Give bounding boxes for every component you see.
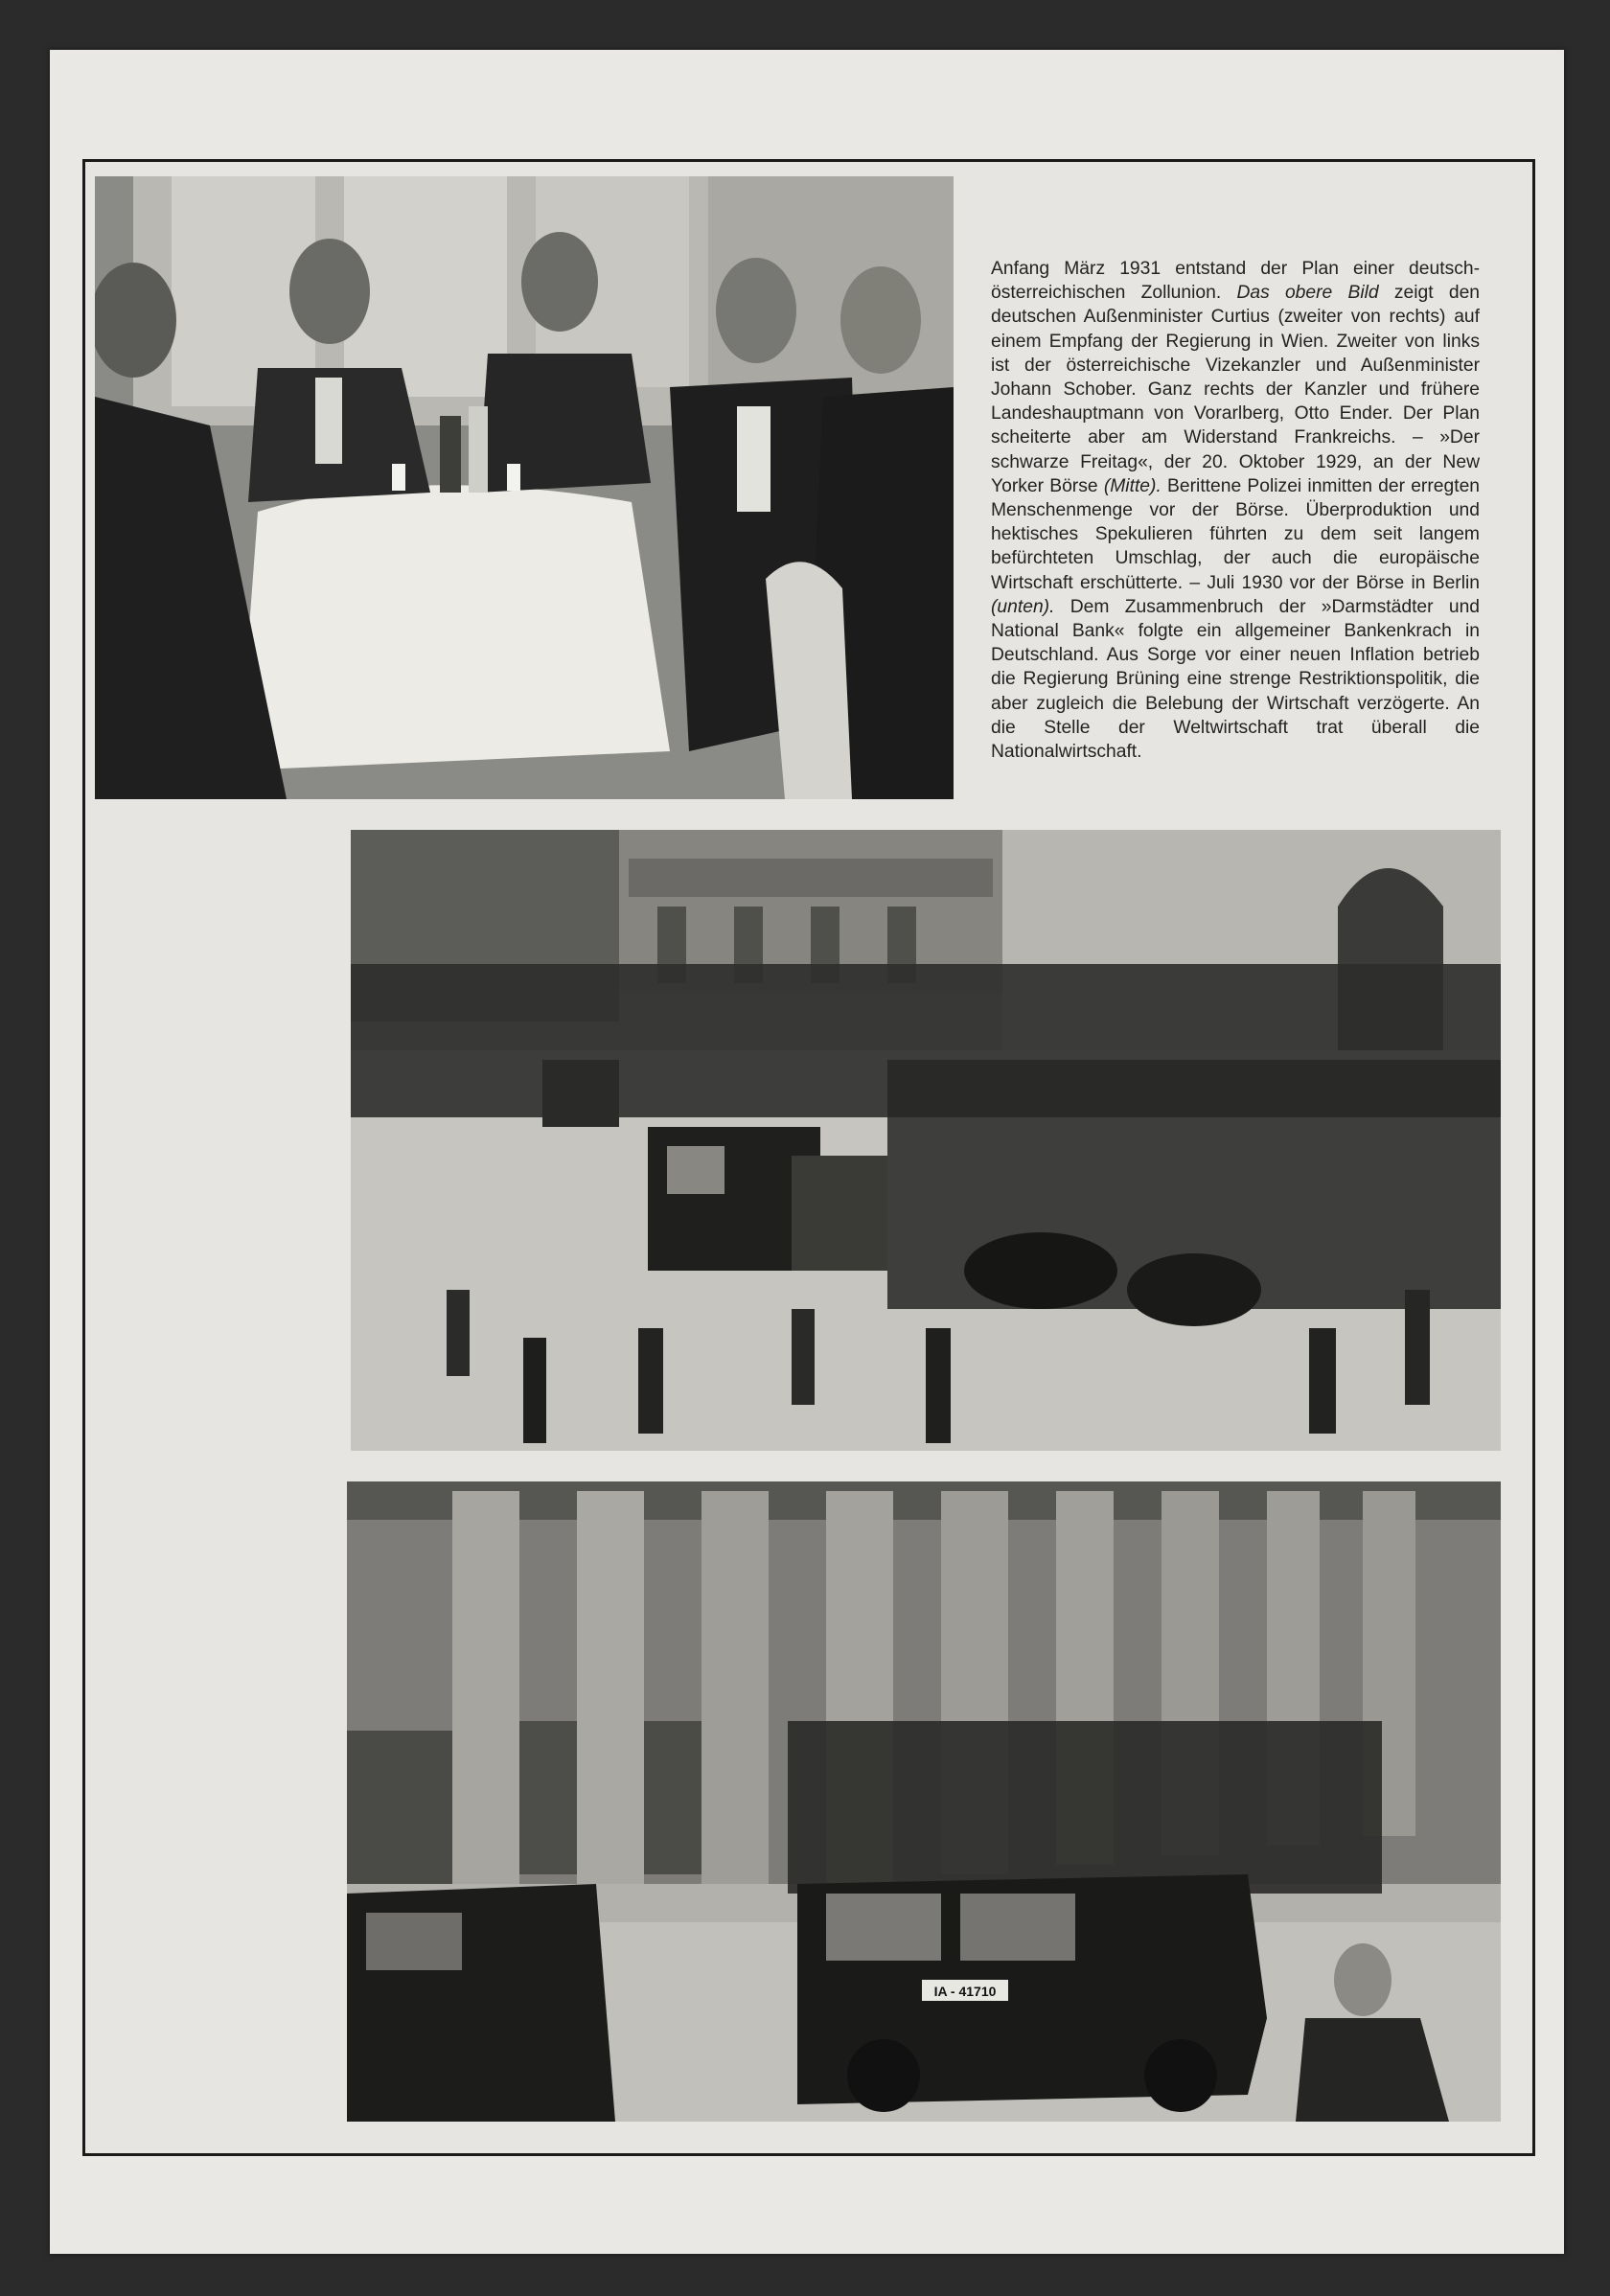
caption-part-7: Dem Zusammenbruch der »Darmstädter und National Bank« folgte ein allgemeiner Bankenkrach in Deutschland. Aus Sorge vor einer neuen Inflation betrieb die Regierung Brüning eine strenge Restriktionspolitik, die aber zugleich die Belebung der Wirtschaft verzögerte. An die Stelle der Weltwirtschaft trat überall die Nationalwirtschaft. [991, 596, 1481, 763]
caption-ref-middle: (Mitte). [1103, 475, 1162, 496]
photo-new-york-stock-exchange [351, 830, 1501, 1451]
license-plate: IA - 41710 [933, 1984, 997, 1999]
caption-ref-bottom: (unten). [991, 596, 1055, 617]
photo-reception-vienna [95, 176, 954, 799]
caption-part-3: zeigt den deutschen Außenminister Curtius (zweiter von rechts) auf einem Empfang der Regierung in Wien. Zweiter von links ist der österreichische Vizekanzler und Außenminister Johann Schober. Ganz rechts der Kanzler und frühere Landeshauptmann von Vorarlberg, Otto Ender. Der Plan scheiterte aber am Widerstand Frankreichs. – »Der schwarze Freitag«, der 20. Oktober 1929, an der New Yorker Börse [991, 283, 1481, 496]
caption-text [991, 257, 1480, 764]
photo-berlin-stock-exchange [347, 1481, 1501, 2122]
caption-part-1: Anfang März 1931 entstand der Plan einer deutsch-österreichischen Zollunion. [991, 259, 1480, 304]
caption-part-5: Berittene Polizei inmitten der erregten Menschenmenge vor der Börse. Überproduktion und hektisches Spekulieren führten zu dem seit langem befürchteten Umschlag, der auch die europäische Wirtschaft erschütterte. – Juli 1930 vor der Börse in Berlin [991, 475, 1481, 593]
caption-ref-top: Das obere Bild [1236, 283, 1379, 304]
